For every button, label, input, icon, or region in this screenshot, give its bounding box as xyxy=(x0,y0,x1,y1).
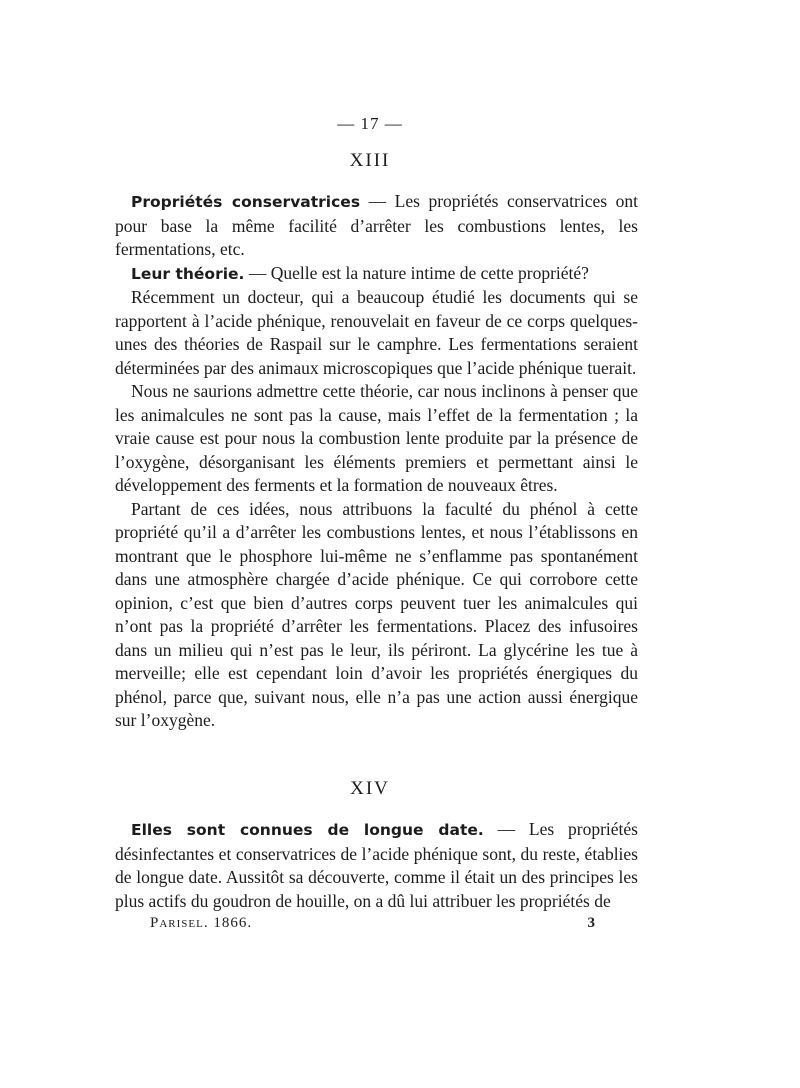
section-heading-xiv: XIV xyxy=(350,778,390,799)
paragraph-text: Nous ne saurions admettre cette théorie, car nous inclinons à penser que les animalcules ne sont pas la cause, mais l’effet de la fermentation ; la vraie cause est pour nous la combustion lente produite par la présence de l’oxygène, désorganisant les éléments premiers et permettant ainsi le développement des ferments et la formation de nouveaux êtres. xyxy=(115,381,638,495)
paragraph-text: — Les propriétés désinfectantes et conservatrices de l’acide phénique sont, du reste, établies de longue date. Aussitôt sa découverte, comme il était un des principes les plus actifs du goudron de houille, on a dû lui attribuer les propriétés de xyxy=(115,819,638,911)
run-in-heading: Leur théorie. xyxy=(131,264,245,283)
run-in-heading: Propriétés conservatrices xyxy=(131,193,361,211)
run-in-heading: Elles sont connues de longue date. xyxy=(131,821,484,839)
paragraph xyxy=(115,190,638,262)
paragraph-text: — Quelle est la nature intime de cette propriété? xyxy=(244,262,589,283)
paragraph xyxy=(115,818,638,913)
page-footer xyxy=(150,915,595,932)
page-number: — 17 — xyxy=(337,114,403,133)
section-heading-xiii: XIII xyxy=(349,150,391,171)
paragraph-text: Partant de ces idées, nous attribuons la faculté du phénol à cette propriété qu’il a d’arrêter les combustions lentes, et nous l’établissons en montrant que le phosphore lui-même ne s’enflamme pas spontanément dans une atmosphère chargée d’acide phénique. Ce qui corrobore cette opinion, c’est que bien d’autres corps peuvent tuer les animalcules qui n’ont pas la propriété d’arrêter les fermentations. Placez des infusoires dans un milieu qui n’est pas le leur, ils périront. La glycérine les tue à merveille; elle est cependant loin d’avoir les propriétés énergiques du phénol, parce que, suivant nous, elle n’a pas une action aussi énergique sur l’oxygène. xyxy=(115,498,638,730)
section-xiii-body xyxy=(115,190,638,733)
section-xiv-body xyxy=(115,818,638,913)
signature-mark: 3 xyxy=(587,915,595,931)
paragraph xyxy=(115,498,638,733)
paragraph-text: Récemment un docteur, qui a beaucoup étudié les documents qui se rapportent à l’acide phénique, renouvelait en faveur de ce corps quelques-unes des théories de Raspail sur le camphre. Les fermentations seraient déterminées par des animaux microscopiques que l’acide phénique tuerait. xyxy=(115,287,638,378)
paragraph xyxy=(115,262,638,287)
paragraph xyxy=(115,380,638,498)
paragraph-text: — Les propriétés conservatrices ont pour base la même facilité d’arrêter les combustions lentes, les fermentations, etc. xyxy=(115,191,638,259)
footer-author-date: Parisel. 1866. xyxy=(150,915,253,931)
paragraph xyxy=(115,286,638,380)
